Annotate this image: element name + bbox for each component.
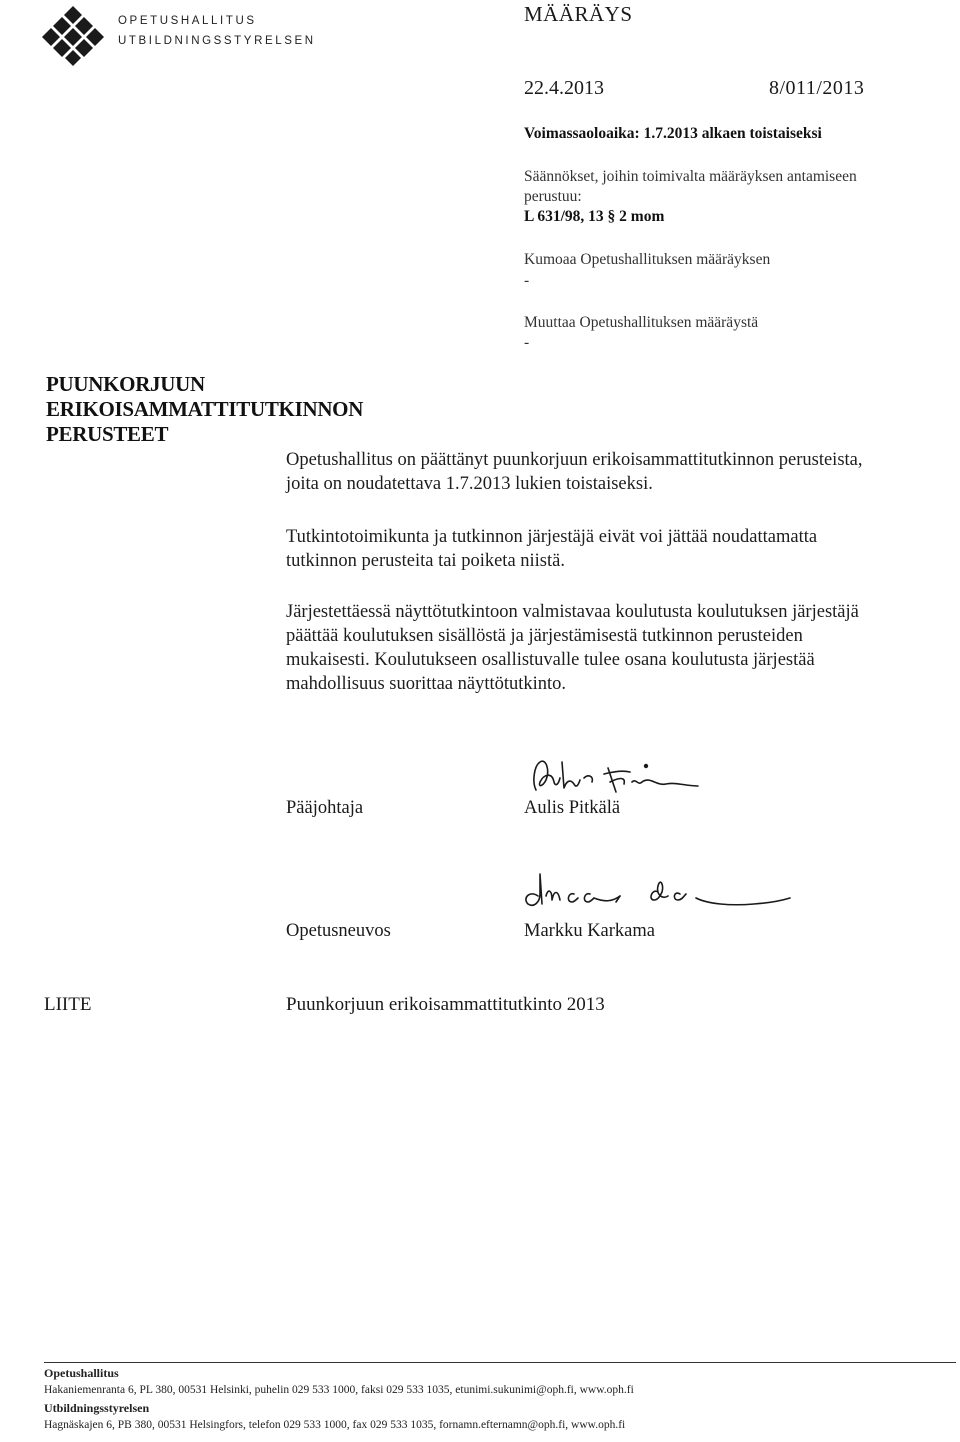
footer-divider [44,1362,956,1363]
compliance-line2: tutkinnon perusteita tai poiketa niistä. [286,551,565,571]
amends-value: - [524,334,530,351]
decision-line2: joita on noudatettava 1.7.2013 lukien toistaiseksi. [286,474,653,494]
signer-role-director-general: Pääjohtaja [286,798,364,818]
signer-name-aulis-pitkala: Aulis Pitkälä [524,798,621,818]
signer-name-markku-karkama: Markku Karkama [524,921,655,941]
decision-line1: Opetushallitus on päättänyt puunkorjuun erikoisammattitutkinnon perusteista, [286,450,863,470]
footer-address-sv: Hagnäskajen 6, PB 380, 00531 Helsingfors, telefon 029 533 1000, fax 029 533 1035, fornamn.efternamn@oph.fi, www.oph.fi [44,1419,626,1431]
signature-markku-karkama [508,868,798,918]
signer-role-counsellor: Opetusneuvos [286,921,391,941]
page-title-line1: PUUNKORJUUN [46,372,205,396]
document-type: MÄÄRÄYS [524,2,633,26]
training-line2: päättää koulutuksen sisällöstä ja järjestämisestä tutkinnon perusteiden [286,626,803,646]
document-number: 8/011/2013 [769,77,865,99]
statutes-label-line1: Säännökset, joihin toimivalta määräyksen antamiseen [524,168,857,185]
page-title-line3: PERUSTEET [46,422,169,446]
statutes-label-line2: perustuu: [524,188,582,205]
statutes-value: L 631/98, 13 § 2 mom [524,208,665,225]
org-name-fi: OPETUSHALLITUS [118,15,257,27]
appendix-label: LIITE [44,994,92,1015]
page-title-line2: ERIKOISAMMATTITUTKINNON [46,397,364,421]
footer-org-name-fi: Opetushallitus [44,1366,119,1380]
training-paragraph [286,600,954,696]
document-date: 22.4.2013 [524,77,604,99]
footer-address-fi: Hakaniemenranta 6, PL 380, 00531 Helsinki, puhelin 029 533 1000, faksi 029 533 1035, etunimi.sukunimi@oph.fi, www.oph.fi [44,1384,634,1396]
signature-aulis-pitkala [526,752,706,800]
amends-label: Muuttaa Opetushallituksen määräystä [524,314,759,331]
opetushallitus-logo-icon [38,4,108,66]
repeals-value: - [524,272,530,289]
org-name-sv: UTBILDNINGSSTYRELSEN [118,35,316,47]
compliance-paragraph [286,525,954,573]
appendix-title: Puunkorjuun erikoisammattitutkinto 2013 [286,994,605,1015]
compliance-line1: Tutkintotoimikunta ja tutkinnon järjestäjä eivät voi jättää noudattamatta [286,527,818,547]
repeals-label: Kumoaa Opetushallituksen määräyksen [524,251,771,268]
decision-paragraph [286,448,954,496]
validity-period: Voimassaoloaika: 1.7.2013 alkaen toistaiseksi [524,125,822,142]
training-line1: Järjestettäessä näyttötutkintoon valmistavaa koulutusta koulutuksen järjestäjä [286,602,859,622]
training-line3: mukaisesti. Koulutukseen osallistuvalle tulee osana koulutusta järjestää [286,650,815,670]
footer-org-name-sv: Utbildningsstyrelsen [44,1401,150,1415]
training-line4: mahdollisuus suorittaa näyttötutkinto. [286,674,567,694]
